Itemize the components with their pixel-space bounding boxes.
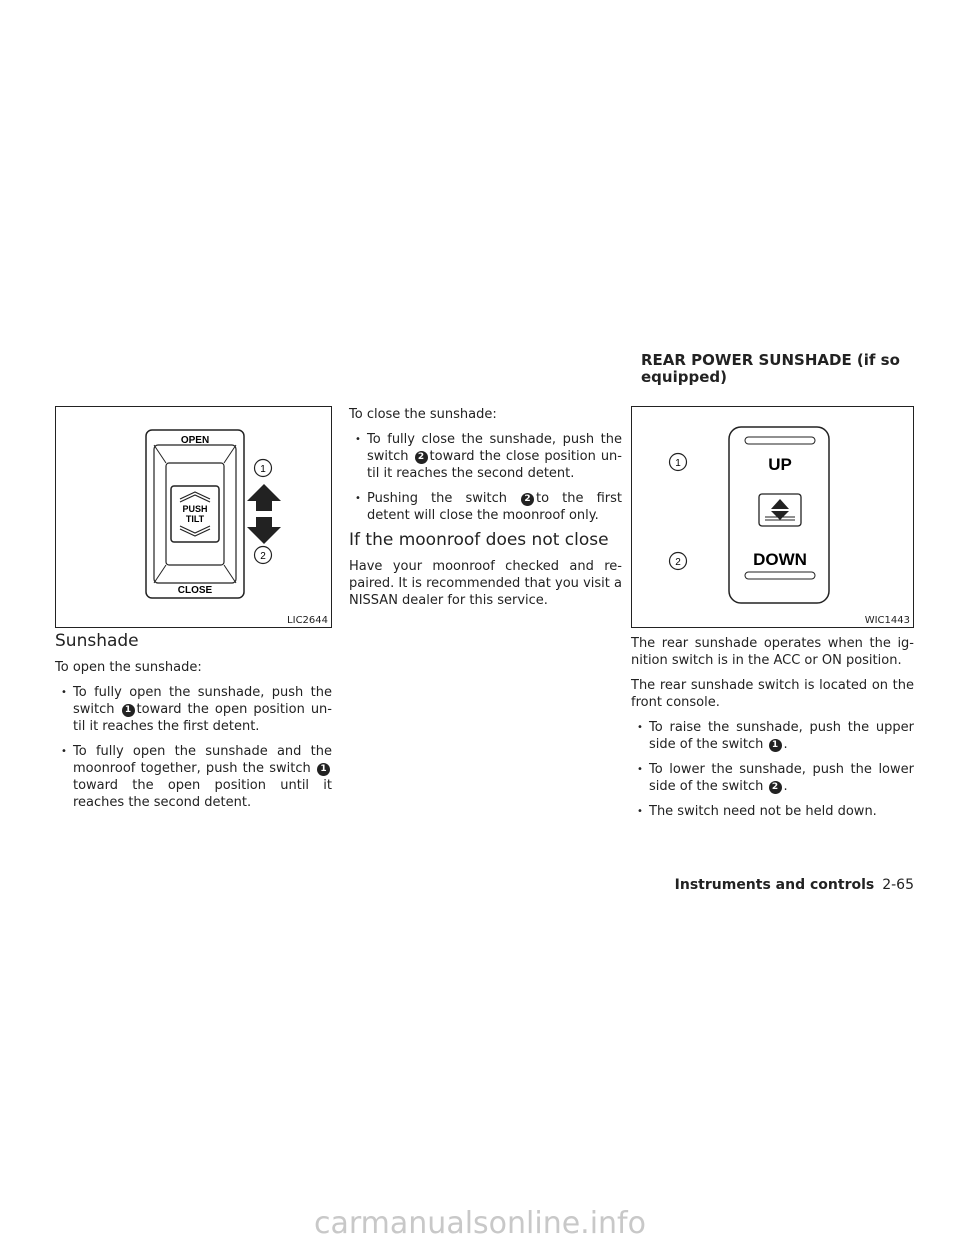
down-label: DOWN [753, 550, 807, 569]
push-label: PUSH [182, 504, 208, 514]
sunshade-switch-figure [55, 406, 332, 628]
up-label: UP [768, 455, 792, 474]
open-steps-list [55, 684, 332, 811]
list-item: • To fully open the sunshade, push the switch 1 toward the open position un-til it reaches the first detent. [55, 684, 332, 735]
callout-1: 1 [260, 464, 266, 475]
callout-badge: 1 [317, 763, 330, 776]
callout-1: 1 [675, 458, 681, 469]
list-item: • The switch need not be held down. [631, 803, 914, 820]
moonroof-heading: If the moonroof does not close [349, 530, 609, 550]
down-arrow-icon [247, 517, 281, 544]
list-item: • Pushing the switch 2 to the first detent will close the moonroof only. [349, 490, 622, 524]
sunshade-intro: To open the sunshade: [55, 660, 202, 675]
list-item: • To lower the sunshade, push the lower side of the switch 2 . [631, 761, 914, 795]
list-item: • To raise the sunshade, push the upper side of the switch 1 . [631, 719, 914, 753]
close-intro: To close the sunshade: [349, 407, 497, 422]
page-footer [675, 877, 914, 893]
callout-badge: 1 [769, 739, 782, 752]
figure-code: LIC2644 [287, 615, 328, 626]
watermark: carmanualsonline.info [314, 1206, 646, 1241]
sunshade-column [55, 633, 332, 819]
rear-para-2: The rear sunshade switch is located on the front console. [631, 678, 914, 710]
callout-badge: 1 [122, 704, 135, 717]
rear-sunshade-switch-figure [631, 406, 914, 628]
callout-2: 2 [260, 551, 266, 562]
rear-steps-list [631, 719, 914, 820]
sunshade-switch-illustration [56, 407, 331, 627]
page-number: 2-65 [882, 877, 914, 893]
rear-sunshade-switch-illustration [632, 407, 913, 627]
section-title: REAR POWER SUNSHADE (if so equipped) [641, 351, 900, 386]
close-steps-list [349, 431, 622, 524]
footer-section: Instruments and controls [674, 877, 875, 893]
rear-sunshade-column [631, 635, 914, 828]
close-label: CLOSE [177, 585, 213, 596]
rear-para-1: The rear sunshade operates when the ig-nition switch is in the ACC or ON position. [631, 636, 914, 668]
list-item: • To fully close the sunshade, push the switch 2 toward the close position un-til it reaches the second detent. [349, 431, 622, 482]
figure-code: WIC1443 [864, 615, 910, 626]
up-arrow-icon [247, 484, 281, 511]
moonroof-paragraph: Have your moonroof checked and re-paired. It is recommended that you visit a NISSAN dealer for this service. [349, 559, 622, 608]
callout-2: 2 [675, 557, 681, 568]
close-column [349, 406, 622, 617]
callout-badge: 2 [415, 451, 428, 464]
sunshade-heading: Sunshade [55, 631, 139, 651]
open-label: OPEN [180, 435, 210, 446]
list-item: • To fully open the sunshade and the moonroof together, push the switch 1 toward the open position until it reaches the second detent. [55, 743, 332, 811]
tilt-label: TILT [185, 514, 205, 524]
callout-badge: 2 [769, 781, 782, 794]
callout-badge: 2 [521, 493, 534, 506]
